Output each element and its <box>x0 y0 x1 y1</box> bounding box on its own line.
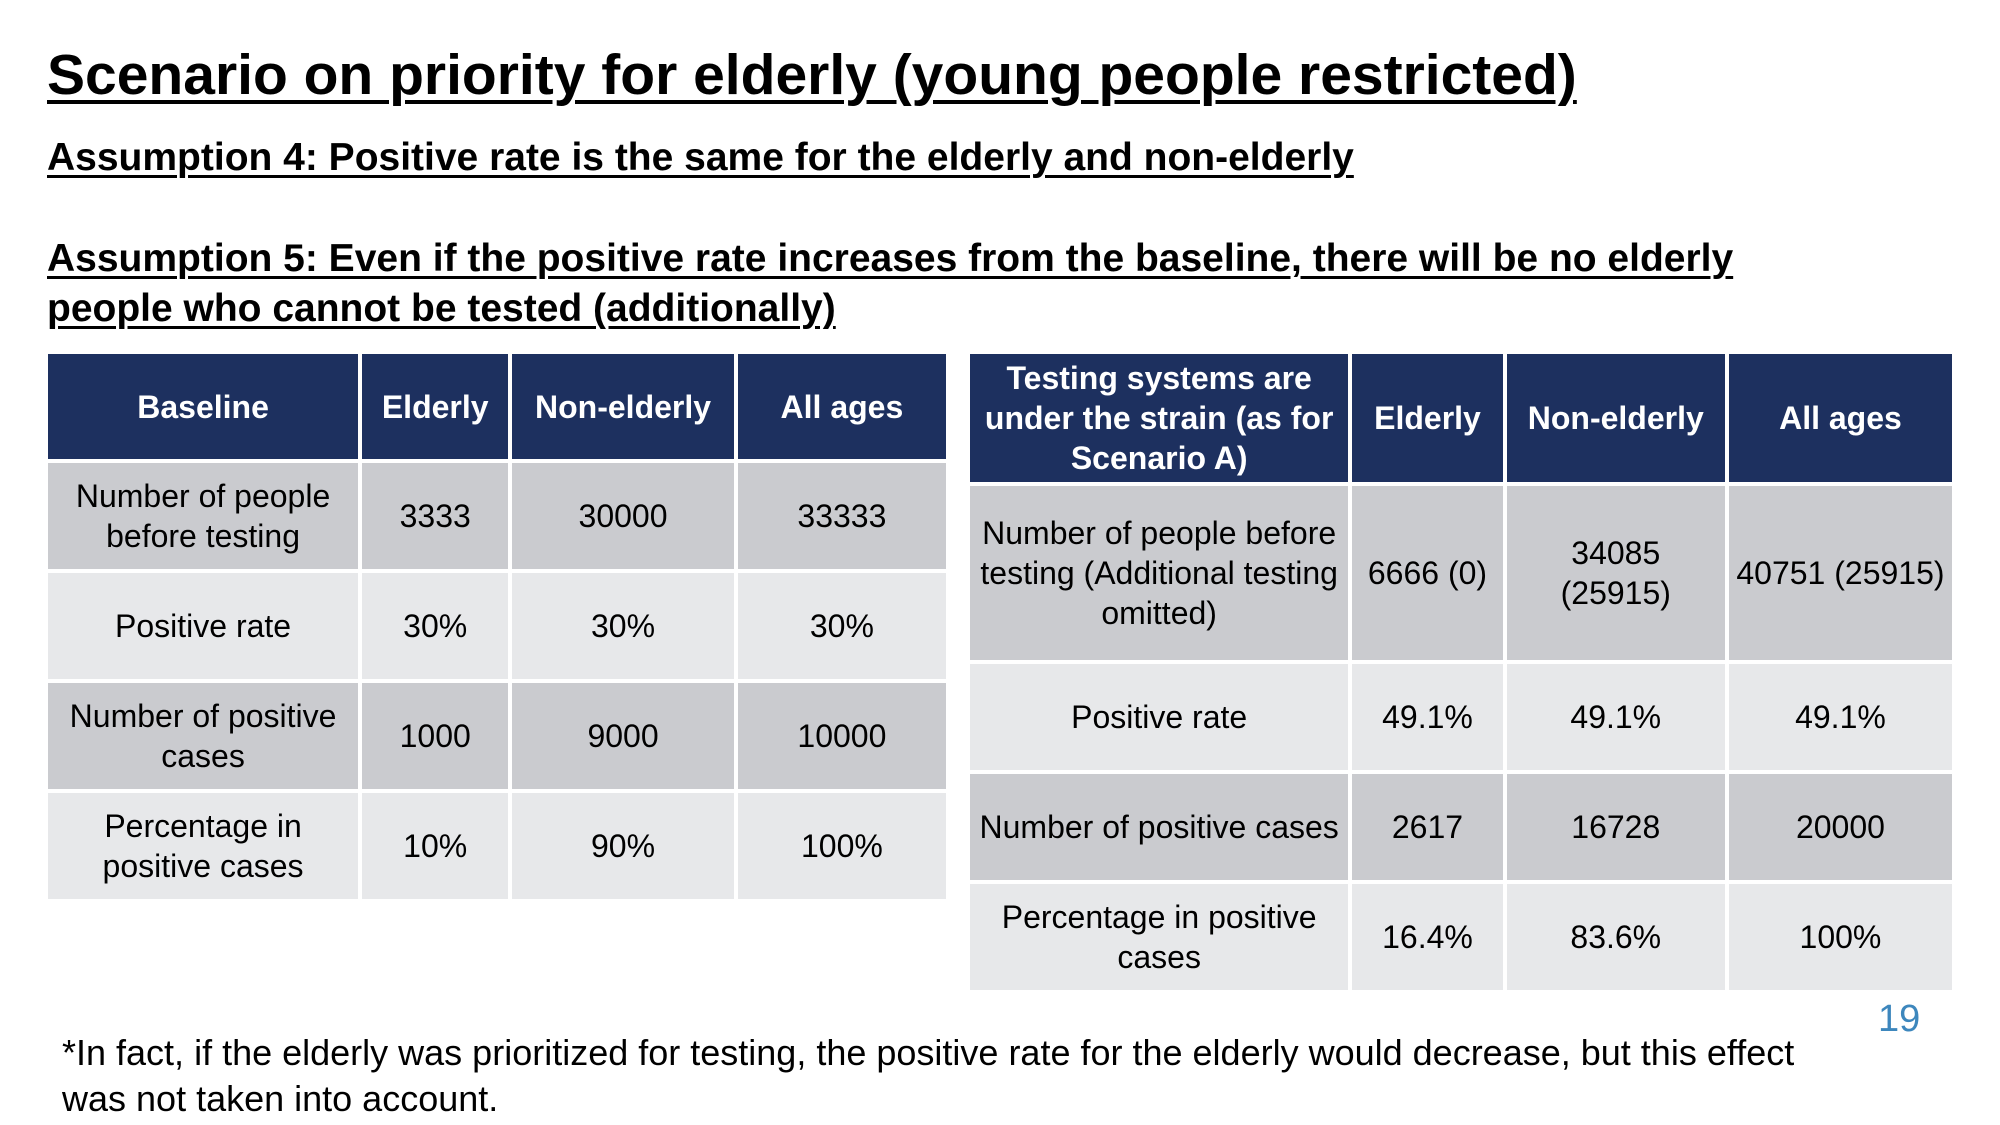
table-cell: 30000 <box>512 463 734 569</box>
table-cell: 30% <box>738 573 946 679</box>
row-label: Number of positive cases <box>48 683 358 789</box>
table-cell: 34085 (25915) <box>1507 486 1725 660</box>
table-row <box>970 774 1952 880</box>
footnote: *In fact, if the elderly was prioritized for testing, the positive rate for the elderly would decrease, but this effect was not taken into account. <box>62 1032 1795 1119</box>
row-label: Percentage in positive cases <box>48 793 358 899</box>
table-cell: 100% <box>738 793 946 899</box>
table-cell: 20000 <box>1729 774 1952 880</box>
table-row <box>48 683 946 789</box>
table-row <box>970 664 1952 770</box>
page-number: 19 <box>1878 998 1921 1040</box>
column-header-elderly: Elderly <box>1352 354 1502 482</box>
column-header-baseline: Baseline <box>48 354 358 459</box>
column-header-all-ages: All ages <box>1729 354 1952 482</box>
table-cell: 2617 <box>1352 774 1502 880</box>
table-row <box>970 486 1952 660</box>
table-cell: 49.1% <box>1507 664 1725 770</box>
column-header-elderly: Elderly <box>362 354 508 459</box>
table-cell: 6666 (0) <box>1352 486 1502 660</box>
table-cell: 10000 <box>738 683 946 789</box>
row-label: Number of people before testing <box>48 463 358 569</box>
table-cell: 30% <box>512 573 734 679</box>
table-cell: 3333 <box>362 463 508 569</box>
table-cell: 49.1% <box>1352 664 1502 770</box>
column-header-all-ages: All ages <box>738 354 946 459</box>
table-cell: 40751 (25915) <box>1729 486 1952 660</box>
row-label: Percentage in positive cases <box>970 884 1348 990</box>
column-header-non-elderly: Non-elderly <box>1507 354 1725 482</box>
table-row <box>48 463 946 569</box>
strain-scenario-table <box>966 350 1956 994</box>
table-row <box>970 884 1952 990</box>
table-cell: 16728 <box>1507 774 1725 880</box>
table-cell: 9000 <box>512 683 734 789</box>
table-cell: 1000 <box>362 683 508 789</box>
table-cell: 83.6% <box>1507 884 1725 990</box>
assumption-5-text: Assumption 5: Even if the positive rate increases from the baseline, there will be no elderly people who cannot be tested (additionally) <box>47 237 1734 330</box>
page-title: Scenario on priority for elderly (young people restricted) <box>47 43 1577 107</box>
table-cell: 49.1% <box>1729 664 1952 770</box>
table-row <box>48 793 946 899</box>
table-header-row <box>48 354 946 459</box>
table-header-row <box>970 354 1952 482</box>
row-label: Positive rate <box>970 664 1348 770</box>
baseline-table <box>44 350 950 903</box>
row-label: Number of positive cases <box>970 774 1348 880</box>
column-header-non-elderly: Non-elderly <box>512 354 734 459</box>
table-cell: 33333 <box>738 463 946 569</box>
table-row <box>48 573 946 679</box>
table-cell: 16.4% <box>1352 884 1502 990</box>
row-label: Positive rate <box>48 573 358 679</box>
table-cell: 30% <box>362 573 508 679</box>
assumption-4-text: Assumption 4: Positive rate is the same for the elderly and non-elderly <box>47 136 1354 179</box>
table-cell: 10% <box>362 793 508 899</box>
column-header-strain-scenario: Testing systems are under the strain (as for Scenario A) <box>970 354 1348 482</box>
table-cell: 90% <box>512 793 734 899</box>
table-cell: 100% <box>1729 884 1952 990</box>
row-label: Number of people before testing (Additional testing omitted) <box>970 486 1348 660</box>
